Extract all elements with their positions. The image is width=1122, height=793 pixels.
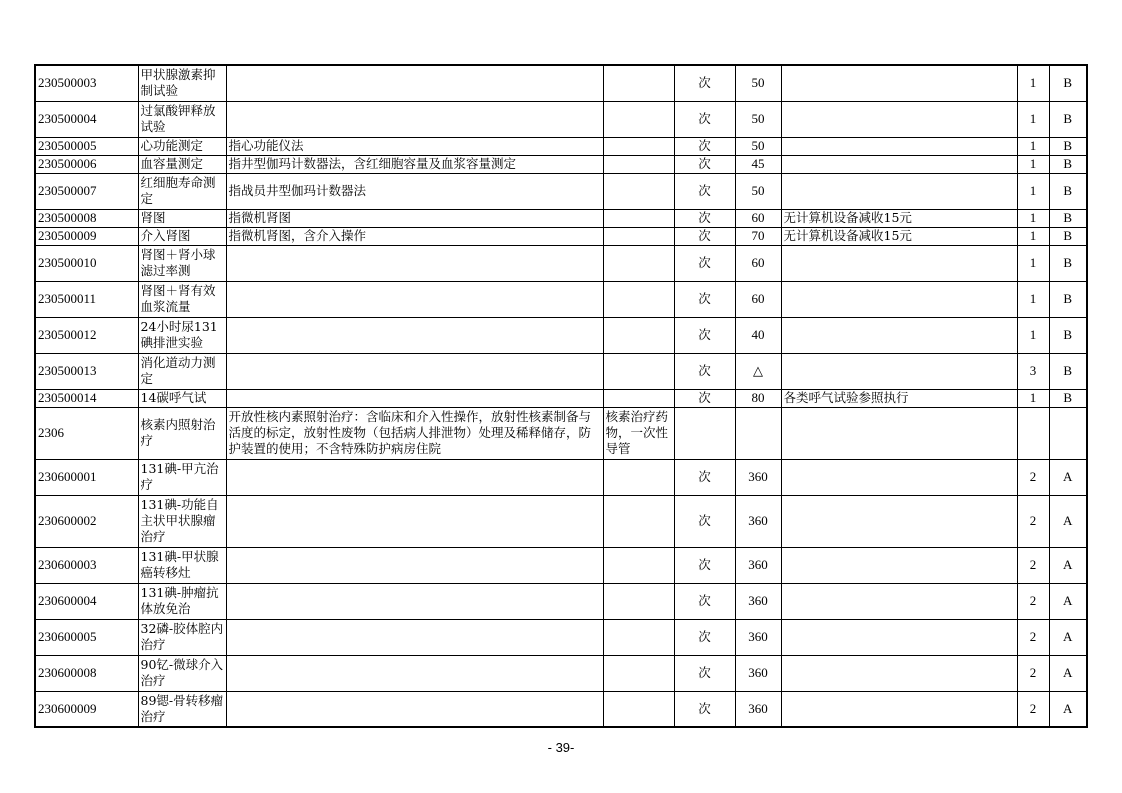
item-code: 230600003 (35, 547, 138, 583)
item-name: 肾图 (138, 209, 226, 227)
item-unit: 次 (674, 137, 735, 155)
item-name: 131碘-甲状腺癌转移灶 (138, 547, 226, 583)
price-table (34, 64, 1088, 728)
item-name: 过氯酸钾释放试验 (138, 101, 226, 137)
item-code: 230500009 (35, 227, 138, 245)
item-price: 50 (735, 101, 781, 137)
item-price: 50 (735, 65, 781, 101)
item-exclusions (603, 691, 674, 727)
item-name: 90钇-微球介入治疗 (138, 655, 226, 691)
item-name: 核素内照射治疗 (138, 407, 226, 459)
item-code: 230500013 (35, 353, 138, 389)
item-code: 230500010 (35, 245, 138, 281)
item-note (781, 155, 1017, 173)
item-grade: B (1049, 209, 1087, 227)
item-exclusions (603, 547, 674, 583)
item-unit: 次 (674, 101, 735, 137)
item-unit: 次 (674, 691, 735, 727)
item-name: 消化道动力测定 (138, 353, 226, 389)
item-class: 1 (1017, 65, 1049, 101)
item-class: 2 (1017, 655, 1049, 691)
table-row (35, 317, 1087, 353)
item-name: 89锶-骨转移瘤治疗 (138, 691, 226, 727)
item-code: 230600004 (35, 583, 138, 619)
item-grade: B (1049, 137, 1087, 155)
item-name: 32磷-胶体腔内治疗 (138, 619, 226, 655)
item-name: 24小时尿131碘排泄实验 (138, 317, 226, 353)
item-unit: 次 (674, 317, 735, 353)
item-price: 60 (735, 245, 781, 281)
item-note (781, 583, 1017, 619)
item-grade: A (1049, 619, 1087, 655)
item-note (781, 65, 1017, 101)
item-unit: 次 (674, 583, 735, 619)
item-name: 131碘-甲亢治疗 (138, 459, 226, 495)
item-price: 80 (735, 389, 781, 407)
item-grade: A (1049, 691, 1087, 727)
item-note (781, 619, 1017, 655)
item-exclusions (603, 317, 674, 353)
item-exclusions (603, 65, 674, 101)
item-grade: A (1049, 655, 1087, 691)
item-unit (674, 407, 735, 459)
item-price: △ (735, 353, 781, 389)
table-row (35, 407, 1087, 459)
item-name: 14碳呼气试 (138, 389, 226, 407)
item-content: 指战员井型伽玛计数器法 (226, 173, 603, 209)
item-class: 2 (1017, 547, 1049, 583)
item-class: 2 (1017, 495, 1049, 547)
item-exclusions: 核素治疗药物，一次性导管 (603, 407, 674, 459)
item-name: 肾图＋肾小球滤过率测 (138, 245, 226, 281)
item-content (226, 65, 603, 101)
item-note: 各类呼气试验参照执行 (781, 389, 1017, 407)
item-price: 50 (735, 173, 781, 209)
item-content: 指心功能仪法 (226, 137, 603, 155)
item-price: 60 (735, 281, 781, 317)
item-code: 230500005 (35, 137, 138, 155)
item-price: 40 (735, 317, 781, 353)
item-price: 360 (735, 691, 781, 727)
table-row (35, 389, 1087, 407)
item-code: 230600005 (35, 619, 138, 655)
item-exclusions (603, 227, 674, 245)
item-code: 230500003 (35, 65, 138, 101)
item-note (781, 101, 1017, 137)
item-unit: 次 (674, 245, 735, 281)
item-grade: A (1049, 459, 1087, 495)
item-content (226, 245, 603, 281)
item-class: 2 (1017, 691, 1049, 727)
item-class: 1 (1017, 245, 1049, 281)
item-class: 1 (1017, 101, 1049, 137)
table-row (35, 65, 1087, 101)
item-exclusions (603, 459, 674, 495)
item-price: 360 (735, 459, 781, 495)
item-content (226, 281, 603, 317)
item-note (781, 655, 1017, 691)
item-grade: B (1049, 155, 1087, 173)
item-content: 开放性核内素照射治疗：含临床和介入性操作，放射性核素制备与活度的标定，放射性废物（包括病人排泄物）处理及稀释储存，防护装置的使用；不含特殊防护病房住院 (226, 407, 603, 459)
item-class: 2 (1017, 583, 1049, 619)
item-code: 230600001 (35, 459, 138, 495)
item-price: 70 (735, 227, 781, 245)
item-content: 指微机肾图，含介入操作 (226, 227, 603, 245)
item-unit: 次 (674, 619, 735, 655)
item-note (781, 353, 1017, 389)
item-grade: B (1049, 281, 1087, 317)
item-content (226, 619, 603, 655)
item-unit: 次 (674, 173, 735, 209)
item-code: 230600009 (35, 691, 138, 727)
item-grade: B (1049, 389, 1087, 407)
item-exclusions (603, 583, 674, 619)
item-code: 230500014 (35, 389, 138, 407)
item-price (735, 407, 781, 459)
item-price: 360 (735, 655, 781, 691)
item-unit: 次 (674, 459, 735, 495)
table-row (35, 137, 1087, 155)
item-unit: 次 (674, 209, 735, 227)
table-row (35, 691, 1087, 727)
item-name: 血容量测定 (138, 155, 226, 173)
table-row (35, 281, 1087, 317)
item-unit: 次 (674, 389, 735, 407)
item-note (781, 281, 1017, 317)
item-content: 指井型伽玛计数器法，含红细胞容量及血浆容量测定 (226, 155, 603, 173)
table-row (35, 209, 1087, 227)
table-row (35, 583, 1087, 619)
item-price: 45 (735, 155, 781, 173)
item-class: 1 (1017, 389, 1049, 407)
item-unit: 次 (674, 655, 735, 691)
item-content (226, 317, 603, 353)
item-class: 1 (1017, 209, 1049, 227)
item-exclusions (603, 281, 674, 317)
item-content (226, 353, 603, 389)
item-class: 2 (1017, 619, 1049, 655)
item-code: 230500006 (35, 155, 138, 173)
item-content (226, 547, 603, 583)
table-row (35, 227, 1087, 245)
table-row (35, 655, 1087, 691)
item-code: 230500007 (35, 173, 138, 209)
item-content (226, 495, 603, 547)
item-price: 60 (735, 209, 781, 227)
item-exclusions (603, 137, 674, 155)
item-note (781, 245, 1017, 281)
item-price: 50 (735, 137, 781, 155)
item-grade: B (1049, 65, 1087, 101)
item-code: 230600002 (35, 495, 138, 547)
item-note (781, 691, 1017, 727)
item-name: 131碘-功能自主状甲状腺瘤治疗 (138, 495, 226, 547)
item-grade: B (1049, 353, 1087, 389)
item-unit: 次 (674, 495, 735, 547)
item-note: 无计算机设备减收15元 (781, 209, 1017, 227)
table-row (35, 619, 1087, 655)
item-unit: 次 (674, 227, 735, 245)
item-class: 1 (1017, 173, 1049, 209)
item-name: 131碘-肿瘤抗体放免治 (138, 583, 226, 619)
item-name: 甲状腺激素抑制试验 (138, 65, 226, 101)
item-note (781, 137, 1017, 155)
item-class: 3 (1017, 353, 1049, 389)
item-class: 1 (1017, 155, 1049, 173)
item-name: 心功能测定 (138, 137, 226, 155)
item-unit: 次 (674, 65, 735, 101)
table-row (35, 245, 1087, 281)
item-unit: 次 (674, 353, 735, 389)
item-unit: 次 (674, 281, 735, 317)
item-class: 1 (1017, 281, 1049, 317)
item-note (781, 317, 1017, 353)
item-price: 360 (735, 495, 781, 547)
table-row (35, 101, 1087, 137)
item-grade: A (1049, 495, 1087, 547)
item-exclusions (603, 101, 674, 137)
item-unit: 次 (674, 155, 735, 173)
item-grade: A (1049, 547, 1087, 583)
item-content (226, 691, 603, 727)
item-name: 肾图＋肾有效血浆流量 (138, 281, 226, 317)
item-content (226, 459, 603, 495)
item-grade: B (1049, 173, 1087, 209)
page-number: - 39- (547, 740, 575, 755)
item-class: 1 (1017, 317, 1049, 353)
item-exclusions (603, 619, 674, 655)
table-row (35, 155, 1087, 173)
item-grade: B (1049, 227, 1087, 245)
item-code: 230600008 (35, 655, 138, 691)
item-content (226, 101, 603, 137)
item-content (226, 655, 603, 691)
item-unit: 次 (674, 547, 735, 583)
item-class: 1 (1017, 227, 1049, 245)
item-content (226, 389, 603, 407)
item-exclusions (603, 655, 674, 691)
item-code: 230500004 (35, 101, 138, 137)
item-grade: A (1049, 583, 1087, 619)
item-grade: B (1049, 317, 1087, 353)
table-row (35, 547, 1087, 583)
item-note (781, 495, 1017, 547)
item-exclusions (603, 389, 674, 407)
item-exclusions (603, 353, 674, 389)
item-code: 230500008 (35, 209, 138, 227)
table-row (35, 353, 1087, 389)
item-note (781, 459, 1017, 495)
item-code: 2306 (35, 407, 138, 459)
item-price: 360 (735, 583, 781, 619)
item-name: 红细胞寿命测定 (138, 173, 226, 209)
item-price: 360 (735, 619, 781, 655)
item-class: 1 (1017, 137, 1049, 155)
item-class (1017, 407, 1049, 459)
item-note (781, 547, 1017, 583)
item-exclusions (603, 495, 674, 547)
item-grade: B (1049, 245, 1087, 281)
item-code: 230500012 (35, 317, 138, 353)
item-note (781, 407, 1017, 459)
item-note: 无计算机设备减收15元 (781, 227, 1017, 245)
item-content: 指微机肾图 (226, 209, 603, 227)
item-code: 230500011 (35, 281, 138, 317)
item-price: 360 (735, 547, 781, 583)
item-name: 介入肾图 (138, 227, 226, 245)
item-exclusions (603, 209, 674, 227)
item-exclusions (603, 245, 674, 281)
item-class: 2 (1017, 459, 1049, 495)
item-exclusions (603, 173, 674, 209)
item-grade: B (1049, 101, 1087, 137)
item-content (226, 583, 603, 619)
item-grade (1049, 407, 1087, 459)
item-exclusions (603, 155, 674, 173)
table-row (35, 495, 1087, 547)
table-row (35, 173, 1087, 209)
item-note (781, 173, 1017, 209)
table-row (35, 459, 1087, 495)
